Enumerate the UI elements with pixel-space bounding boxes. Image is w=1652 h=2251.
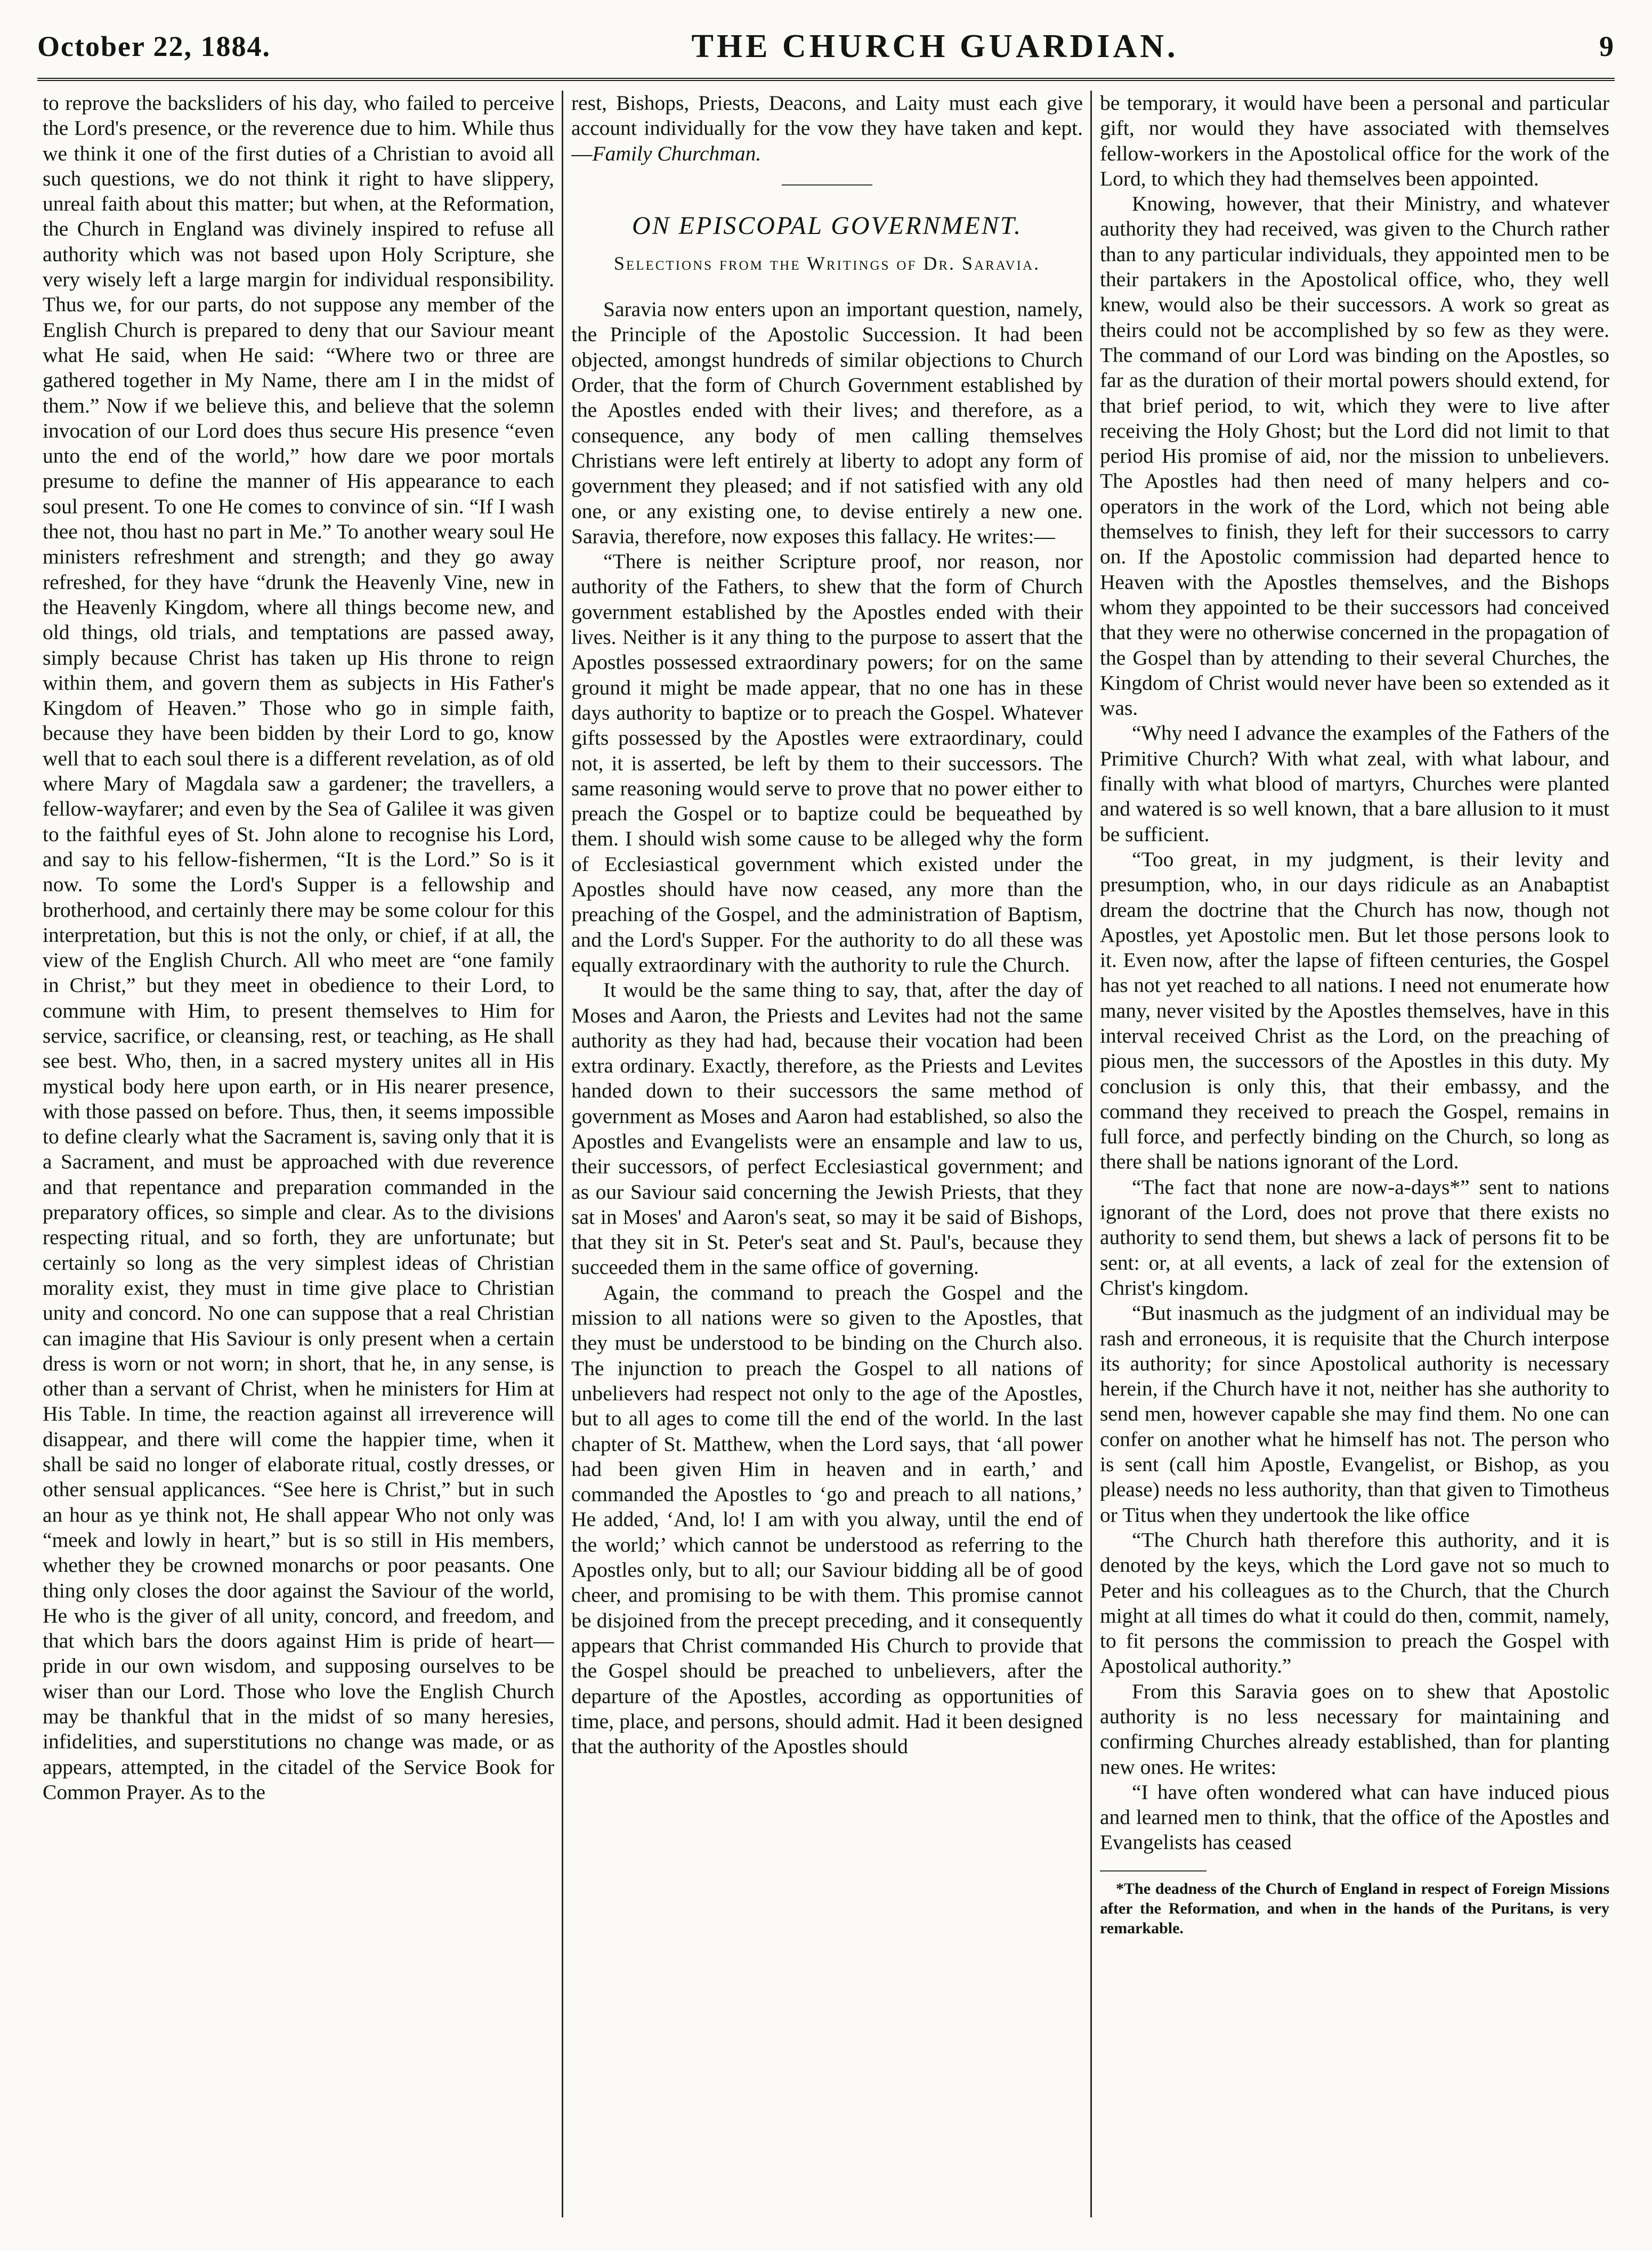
- body-paragraph: to reprove the backsliders of his day, who failed to perceive the Lord's presence, or the reverence due to him. While thus we think it one of the first duties of a Christian to avoid all such questions, we do not think it right to have slippery, unreal faith about this matter; but when, at the Reformation, the Church in England was divinely inspired to refuse all authority which was not based upon Holy Scripture, she very wisely left a large margin for individual responsibility. Thus we, for our parts, do not suppose any member of the English Church is prepared to deny that our Saviour meant what He said, when He said: “Where two or three are gathered together in My Name, there am I in the midst of them.” Now if we believe this, and believe that the solemn invocation of our Lord does thus secure His presence “even unto the end of the world,” how dare we poor mortals presume to define the manner of His appearance to each soul present. To one He comes to convince of sin. “If I wash thee not, thou hast no part in Me.” To another weary soul He ministers refreshment and strength; and they go away refreshed, for they have “drunk the Heavenly Vine, new in the Heavenly Kingdom, where all things become new, and old things, old trials, and temptations are passed away, simply because Christ has taken up His throne to reign within them, and govern them as subjects in His Father's Kingdom of Heaven.” Those who go in simple faith, because they have been bidden by their Lord to go, know well that to each soul there is a different revelation, as of old where Mary of Magdala saw a gardener; the travellers, a fellow-wayfarer; and even by the Sea of Galilee it was given to the faithful eyes of St. John alone to recognise his Lord, and say to his fellow-fishermen, “It is the Lord.” So is it now. To some the Lord's Supper is a fellowship and brotherhood, and certainly there may be some colour for this interpretation, but this is not the only, or chief, if at all, the view of the English Church. All who meet are “one family in Christ,” but they meet in obedience to their Lord, to commune with Him, to present themselves to Him for service, sacrifice, or cleansing, rest, or teaching, as He shall see best. Who, then, in a sacred mystery unites all in His mystical body here upon earth, or in His nearer presence, with those passed on before. Thus, then, it seems impossible to define clearly what the Sacrament is, saving only that it is a Sacrament, and must be approached with due reverence and that repentance and preparation commanded in the preparatory offices, so simple and clear. As to the divisions respecting ritual, and so forth, they are unfortunate; but certainly so long as the very simplest ideas of Christian morality exist, they must in time give place to Christian unity and concord. No one can suppose that a real Christian can imagine that His Saviour is only present when a certain dress is worn or not worn; in short, that he, in any sense, is other than a servant of Christ, when he ministers for Him at His Table. In time, the reaction against all irreverence will disappear, and there will come the happier time, when it shall be said no longer of elaborate ritual, costly dresses, or other sensual applicances. “See here is Christ,” but in such an hour as ye think not, He shall appear Who not only was “meek and lowly in heart,” but is so still in His members, whether they be crowned monarchs or poor peasants. One thing only closes the door against the Saviour of the world, He who is the giver of all unity, concord, and freedom, and that which bars the doors against Him is pride of heart—pride in our own wisdom, and supposing ourselves to be wiser than our Lord. Those who love the English Church may be thankful that in the midst of so many heresies, infidelities, and superstitutions no change was made, or as appears, attempted, in the citadel of the Service Book for Common Prayer. As to the: [43, 91, 554, 1804]
- column-3: [1100, 91, 1609, 2217]
- column-1: [43, 91, 554, 2217]
- body-paragraph: From this Saravia goes on to shew that Apostolic authority is no less necessary for maintaining and confirming Churches already established, than for planting new ones. He writes:: [1100, 1679, 1609, 1779]
- previous-article-text: rest, Bishops, Priests, Deacons, and Laity must each give account individually for the vow they have taken and kept.—: [571, 91, 1083, 165]
- article-subtitle: Selections from the Writings of Dr. Saravia.: [613, 253, 1041, 275]
- previous-article-source: Family Churchman.: [592, 141, 762, 165]
- body-paragraph: “There is neither Scripture proof, nor reason, nor authority of the Fathers, to shew that the form of Church government established by the Apostles ended with their lives. Neither is it any thing to the purpose to assert that the Apostles possessed extraordinary powers; for on the same ground it might be made appear, that no one has in these days authority to baptize or to preach the Gospel. Whatever gifts possessed by the Apostles were extraordinary, could not, it is asserted, be left by them to their successors. The same reasoning would serve to prove that no power either to preach the Gospel or to baptize could be bequeathed by them. I should wish some cause to be alleged why the form of Ecclesiastical government which existed under the Apostles should have now ceased, any more than the preaching of the Gospel, and the administration of Baptism, and the Lord's Supper. For the authority to do all these was equally extraordinary with the authority to rule the Church.: [571, 550, 1083, 977]
- body-paragraph: Saravia now enters upon an important question, namely, the Principle of the Apostolic Succession. It had been objected, amongst hundreds of similar objections to Church Order, that the form of Church Government established by the Apostles ended with their lives; and therefore, as a consequence, any body of men calling themselves Christians were left entirely at liberty to adopt any form of government they pleased; and if not satisfied with any old one, or any existing one, to devise entirely a new one. Saravia, therefore, now exposes this fallacy. He writes:—: [571, 297, 1083, 548]
- columns: [43, 91, 1609, 2217]
- body-paragraph: Knowing, however, that their Ministry, and whatever authority they had received, was given to the Church rather than to any particular individuals, they appointed men to be their partakers in the Apostolical office, who, they well knew, would also be their successors. A work so great as theirs could not be accomplished by so few as they were. The command of our Lord was binding on the Apostles, so far as the duration of their mortal powers should extend, for that brief period, to wit, which they were to live after receiving the Holy Ghost; but the Lord did not limit to that period His promise of aid, nor the mission to unbelievers. The Apostles had then need of many helpers and co-operators in the work of the Lord, which not being able themselves to finish, they left for their successors to carry on. If the Apostolic commission had departed hence to Heaven with the Apostles themselves, and the Bishops whom they appointed to be their successors had conceived that they were no otherwise concerned in the propagation of the Gospel than by attending to their several Churches, the Kingdom of Christ would never have been so extended as it was.: [1100, 192, 1609, 720]
- body-paragraph: “The Church hath therefore this authority, and it is denoted by the keys, which the Lord gave not so much to Peter and his colleagues as to the Church, that the Church might at all times do what it could do then, commit, namely, to fit persons the commission to preach the Gospel with Apostolical authority.”: [1100, 1528, 1609, 1678]
- masthead: [37, 15, 1615, 81]
- article-divider: [782, 184, 872, 185]
- masthead-date: October 22, 1884.: [37, 30, 271, 62]
- body-paragraph: “Why need I advance the examples of the Fathers of the Primitive Church? With what zeal, with what labour, and finally with what blood of martyrs, Churches were planted and watered is so well known, that a bare allusion to it must be sufficient.: [1100, 721, 1609, 846]
- previous-article-ending: [571, 91, 1083, 166]
- masthead-title: THE CHURCH GUARDIAN.: [691, 28, 1179, 64]
- body-paragraph: “The fact that none are now-a-days*” sent to nations ignorant of the Lord, does not prove that there exists no authority to send them, but shews a lack of persons fit to be sent: or, at all events, a lack of zeal for the extension of Christ's kingdom.: [1100, 1175, 1609, 1300]
- footnote: *The deadness of the Church of England in respect of Foreign Missions after the Reformation, and when in the hands of the Puritans, is very remarkable.: [1100, 1879, 1609, 1937]
- body-paragraph: It would be the same thing to say, that, after the day of Moses and Aaron, the Priests and Levites had not the same authority as they had had, because their vocation had been extra ordinary. Exactly, therefore, as the Priests and Levites handed down to their successors the same method of government as Moses and Aaron had established, so also the Apostles and Evangelists were an ensample and law to us, their successors, of perfect Ecclesiastical government; and as our Saviour said concerning the Jewish Priests, that they sat in Moses' and Aaron's seat, so may it be said of Bishops, that they sit in St. Peter's seat and St. Paul's, because they succeeded them in the same office of governing.: [571, 978, 1083, 1279]
- body-paragraph: Again, the command to preach the Gospel and the mission to all nations were so given to the Apostles, that they must be understood to be binding on the Church also. The injunction to preach the Gospel to all nations of unbelievers had respect not only to the age of the Apostles, but to all ages to come till the end of the world. In the last chapter of St. Matthew, when the Lord says, that ‘all power had been given Him in heaven and in earth,’ and commanded the Apostles to ‘go and preach to all nations,’ He added, ‘And, lo! I am with you alway, until the end of the world;’ which cannot be understood as referring to the Apostles only, but to all; our Saviour bidding all be of good cheer, and promising to be with them. This promise cannot be disjoined from the precept preceding, and it consequently appears that Christ commanded His Church to provide that the Gospel should be preached to unbelievers, after the departure of the Apostles, according as opportunities of time, place, and persons, should admit. Had it been designed that the authority of the Apostles should: [571, 1280, 1083, 1758]
- body-paragraph: be temporary, it would have been a personal and particular gift, nor would they have associated with themselves fellow-workers in the Apostolical office for the work of the Lord, to which they had themselves been appointed.: [1100, 91, 1609, 190]
- body-paragraph: “Too great, in my judgment, is their levity and presumption, who, in our days ridicule as an Anabaptist dream the doctrine that the Church has now, though not Apostles, yet Apostolic men. But let those persons look to it. Even now, after the lapse of fifteen centuries, the Gospel has not yet reached to all nations. I need not enumerate how many, never visited by the Apostles themselves, have in this interval received Christ as the Lord, on the preaching of pious men, the successors of the Apostles in this duty. My conclusion is only this, that their embassy, and the command they received to preach the Gospel, remains in full force, and perfectly binding on the Church, so long as there shall be nations ignorant of the Lord.: [1100, 847, 1609, 1174]
- page-number: 9: [1599, 30, 1615, 62]
- body-paragraph: “I have often wondered what can have induced pious and learned men to think, that the office of the Apostles and Evangelists has ceased: [1100, 1780, 1609, 1854]
- body-paragraph: “But inasmuch as the judgment of an individual may be rash and erroneous, it is requisite that the Church interpose its authority; for since Apostolical authority is necessary herein, if the Church have it not, neither has she authority to send men, however capable she may find them. No one can confer on another what he himself has not. The person who is sent (call him Apostle, Evangelist, or Bishop, as you please) needs no less authority, than that given to Timotheus or Titus when they undertook the like office: [1100, 1301, 1609, 1527]
- article-title: ON EPISCOPAL GOVERNMENT.: [631, 211, 1023, 240]
- column-2: [571, 91, 1083, 2217]
- footnote-divider: [1100, 1870, 1206, 1871]
